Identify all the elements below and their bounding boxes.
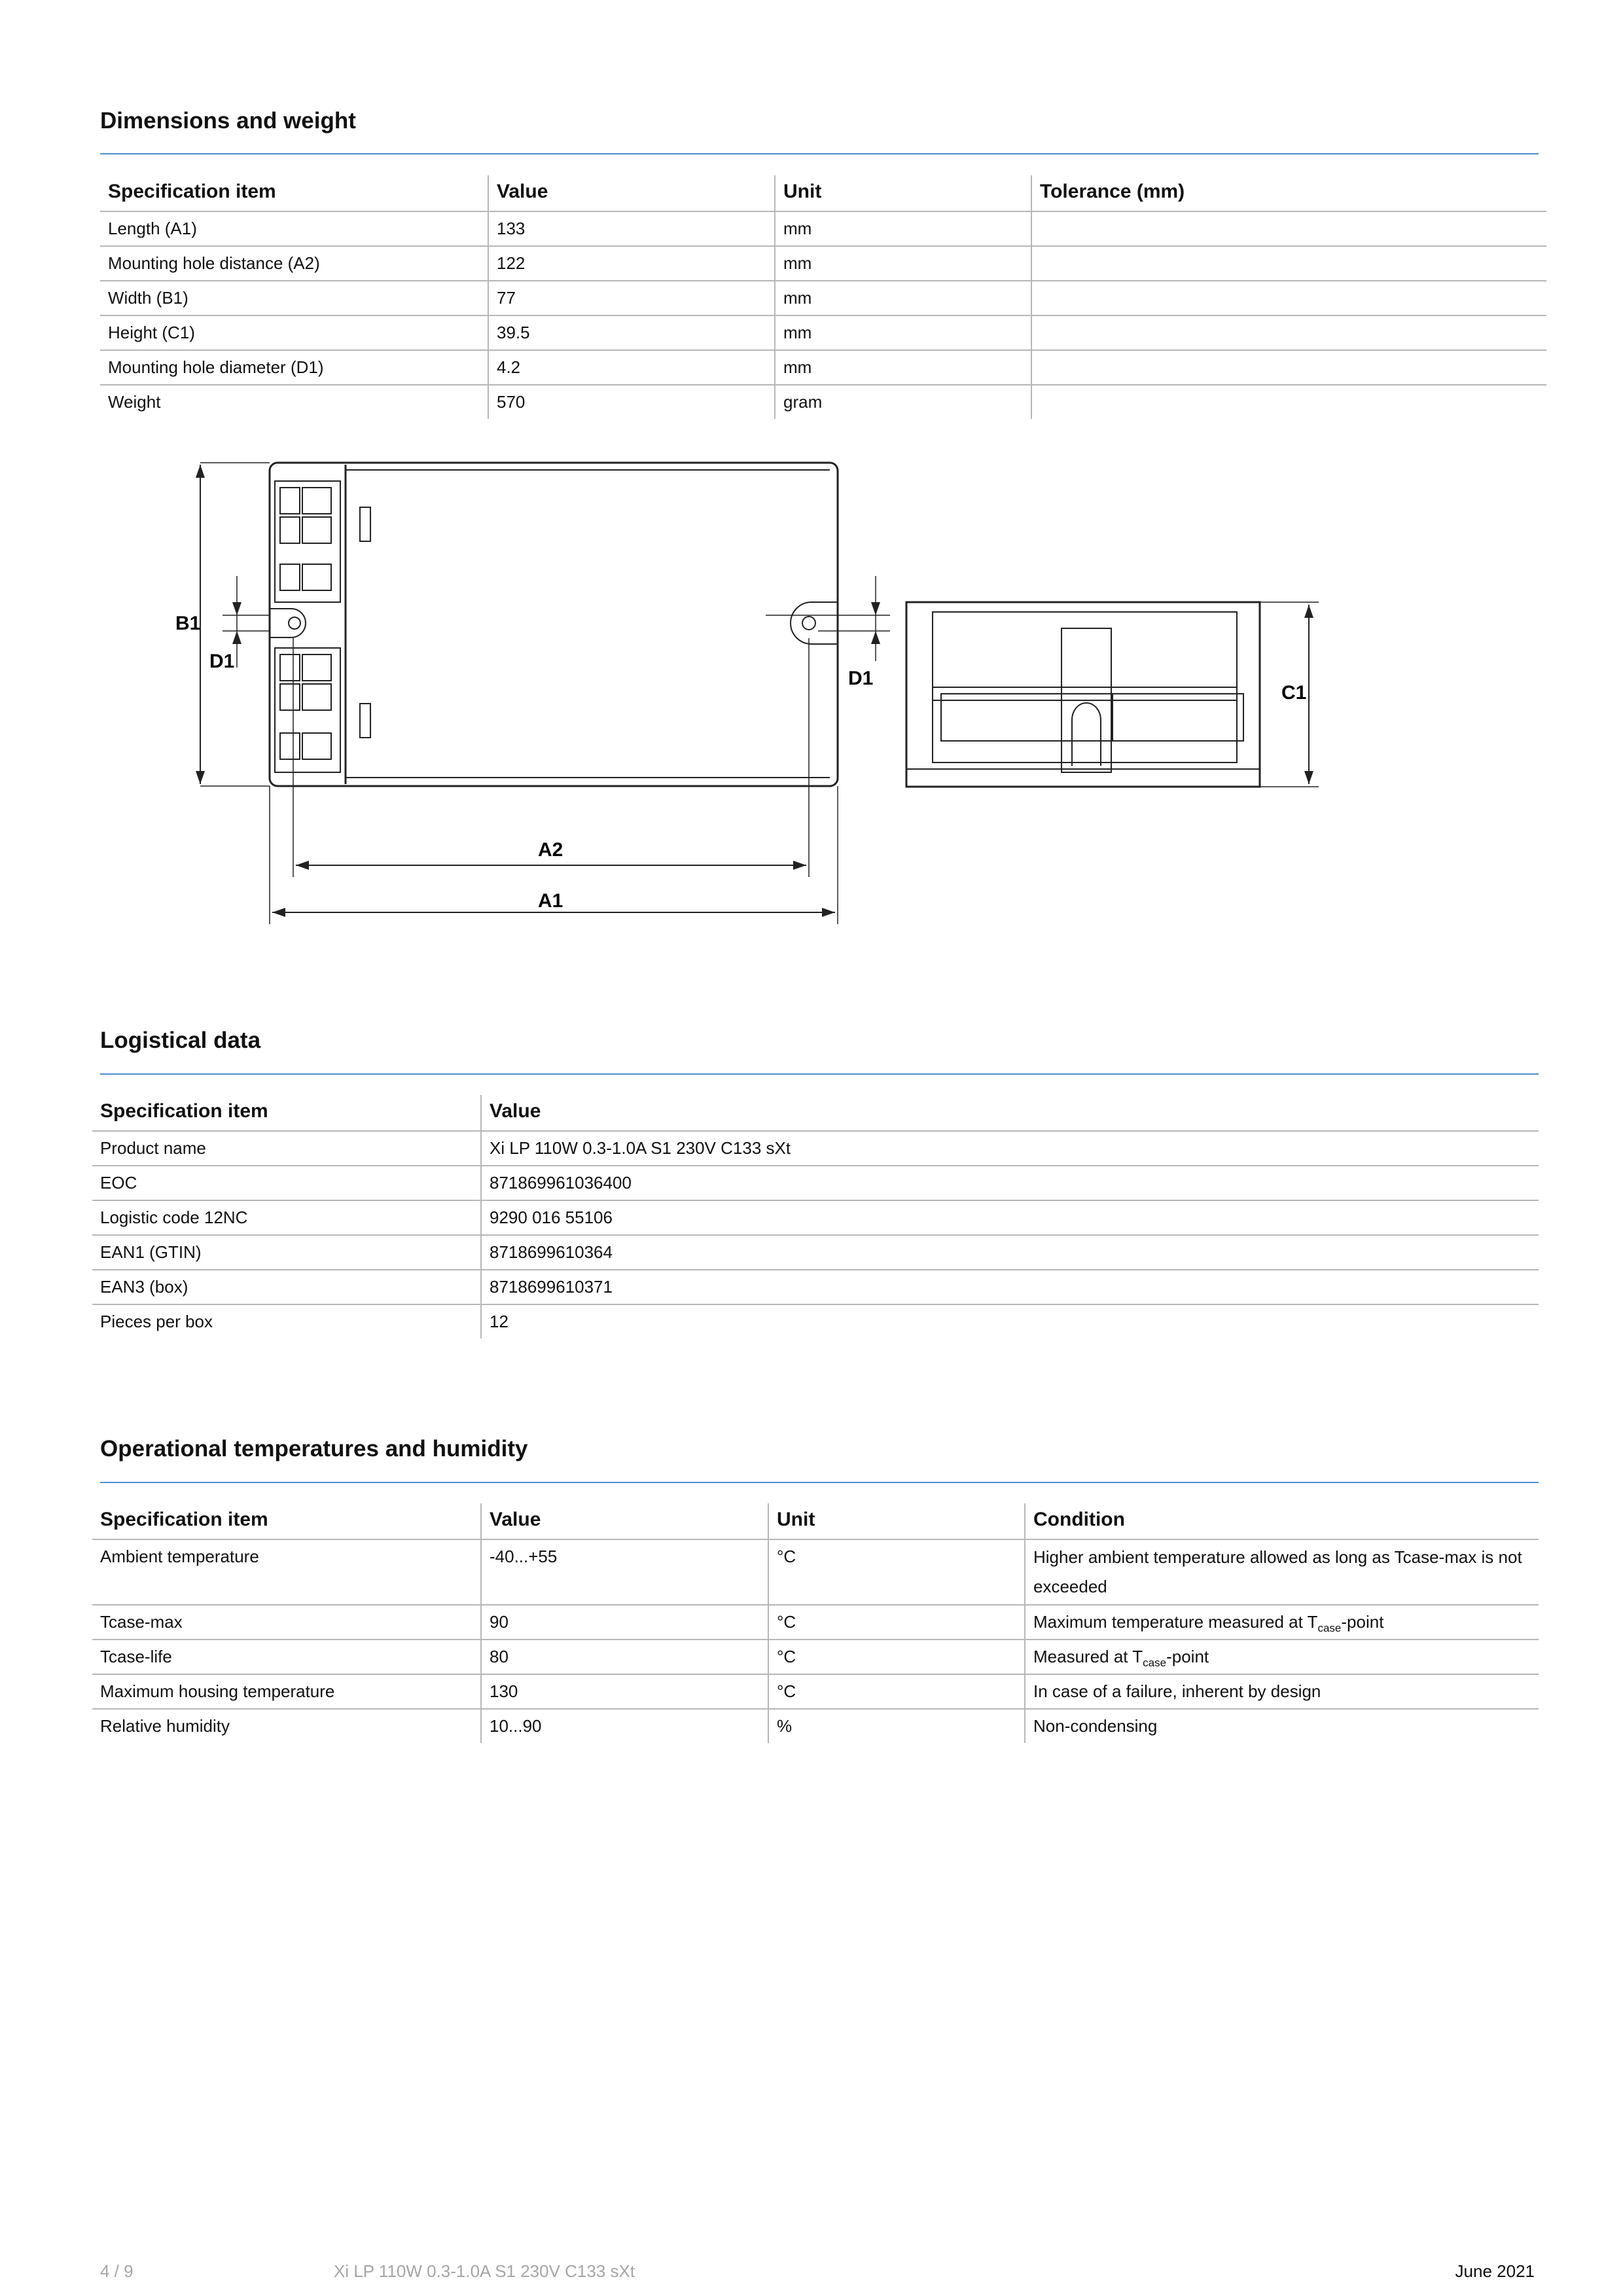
column-header: Unit xyxy=(775,175,1031,211)
table-row xyxy=(92,1640,1539,1674)
dimension-label-b1: B1 xyxy=(175,613,201,634)
tolerance-cell xyxy=(1031,315,1546,350)
unit-cell: mm xyxy=(775,211,1031,246)
table-row xyxy=(100,246,1546,281)
table-row xyxy=(92,1709,1539,1743)
condition-cell: Non-condensing xyxy=(1025,1709,1539,1743)
value-cell: 8718699610364 xyxy=(481,1235,1539,1270)
value-cell: 122 xyxy=(488,246,775,281)
unit-cell: mm xyxy=(775,281,1031,315)
spec-item-cell: Weight xyxy=(108,392,161,412)
section-divider xyxy=(100,1073,1539,1075)
unit-cell: gram xyxy=(775,385,1031,419)
value-cell: 77 xyxy=(488,281,775,315)
column-header: Specification item xyxy=(92,1095,481,1131)
value-cell: 9290 016 55106 xyxy=(481,1200,1539,1235)
column-header: Tolerance (mm) xyxy=(1031,175,1546,211)
table-row xyxy=(100,350,1546,385)
table-row xyxy=(92,1131,1539,1166)
value-cell: 871869961036400 xyxy=(481,1166,1539,1200)
spec-item-cell: Width (B1) xyxy=(100,281,488,315)
table-header-row xyxy=(92,1095,1539,1131)
spec-item-cell: EAN1 (GTIN) xyxy=(92,1235,481,1270)
dimension-label-a1: A1 xyxy=(538,890,563,912)
condition-cell xyxy=(1025,1605,1539,1640)
unit-cell: °C xyxy=(768,1605,1025,1640)
spec-item-cell: Length (A1) xyxy=(100,211,488,246)
column-header: Value xyxy=(488,175,775,211)
spec-item-cell: EAN3 (box) xyxy=(92,1270,481,1304)
condition-cell xyxy=(1025,1640,1539,1674)
dimension-label-d1: D1 xyxy=(209,651,235,672)
value-cell: 80 xyxy=(481,1640,768,1674)
section-title-logistical: Logistical data xyxy=(100,1028,261,1053)
table-row xyxy=(92,1200,1539,1235)
condition-text: Higher ambient temperature allowed as long as Tcase-max is not xyxy=(1033,1547,1522,1567)
column-header: Unit xyxy=(768,1503,1025,1539)
spec-item-cell: Mounting hole distance (A2) xyxy=(100,246,488,281)
operational-table xyxy=(92,1503,1539,1743)
table-row xyxy=(100,281,1546,315)
tolerance-cell xyxy=(1031,211,1546,246)
unit-cell: °C xyxy=(768,1539,1025,1605)
dimension-label-d1: D1 xyxy=(848,668,874,689)
footer-product-name: Xi LP 110W 0.3-1.0A S1 230V C133 sXt xyxy=(334,2261,635,2281)
spec-item-cell: EOC xyxy=(92,1166,481,1200)
unit-cell: % xyxy=(768,1709,1025,1743)
condition-cell xyxy=(1025,1539,1539,1605)
tolerance-cell xyxy=(1031,385,1546,419)
table-header-row xyxy=(92,1503,1539,1539)
unit-cell: °C xyxy=(768,1640,1025,1674)
value-cell: 4.2 xyxy=(488,350,775,385)
section-title-dimensions: Dimensions and weight xyxy=(100,108,356,134)
spec-item-cell: Pieces per box xyxy=(100,1312,213,1331)
column-header: Condition xyxy=(1025,1503,1539,1539)
table-row xyxy=(92,1270,1539,1304)
column-header: Value xyxy=(481,1095,1539,1131)
column-header: Value xyxy=(481,1503,768,1539)
dimension-drawing xyxy=(0,445,1374,929)
dimension-label-a2: A2 xyxy=(538,839,563,861)
value-cell: 90 xyxy=(481,1605,768,1640)
condition-text: -point xyxy=(1166,1647,1209,1666)
table-header-row xyxy=(100,175,1546,211)
table-row xyxy=(92,1235,1539,1270)
tolerance-cell xyxy=(1031,281,1546,315)
spec-item-cell: Tcase-max xyxy=(92,1605,481,1640)
value-cell: 39.5 xyxy=(488,315,775,350)
unit-cell: mm xyxy=(775,315,1031,350)
column-header: Specification item xyxy=(92,1503,481,1539)
condition-text: -point xyxy=(1341,1612,1384,1632)
value-cell: 570 xyxy=(488,385,775,419)
table-row xyxy=(100,315,1546,350)
spec-item-cell: Maximum housing temperature xyxy=(92,1674,481,1709)
spec-item-cell: Ambient temperature xyxy=(92,1539,481,1605)
section-divider xyxy=(100,153,1539,154)
condition-text: exceeded xyxy=(1033,1577,1107,1596)
value-cell: -40...+55 xyxy=(481,1539,768,1605)
spec-item-cell: Height (C1) xyxy=(100,315,488,350)
unit-cell: °C xyxy=(768,1674,1025,1709)
tolerance-cell xyxy=(1031,246,1546,281)
spec-item-cell: Logistic code 12NC xyxy=(92,1200,481,1235)
table-row xyxy=(92,1539,1539,1605)
condition-text: Measured at T xyxy=(1033,1647,1143,1666)
table-row xyxy=(100,211,1546,246)
table-row xyxy=(92,1674,1539,1709)
value-cell: 12 xyxy=(481,1304,1539,1338)
driver-top-view-body xyxy=(270,463,838,786)
unit-cell: mm xyxy=(775,350,1031,385)
spec-item-cell: Tcase-life xyxy=(92,1640,481,1674)
tolerance-cell xyxy=(1031,350,1546,385)
dimensions-table xyxy=(100,175,1546,419)
table-row xyxy=(92,1605,1539,1640)
dimension-label-c1: C1 xyxy=(1281,682,1307,704)
section-title-operational: Operational temperatures and humidity xyxy=(100,1436,528,1462)
section-divider xyxy=(100,1482,1539,1483)
spec-item-cell: Product name xyxy=(92,1131,481,1166)
table-row xyxy=(92,1304,1539,1338)
logistical-table xyxy=(92,1095,1539,1338)
value-cell: 133 xyxy=(488,211,775,246)
value-cell: 130 xyxy=(481,1674,768,1709)
value-cell: 10...90 xyxy=(481,1709,768,1743)
spec-item-cell: Relative humidity xyxy=(100,1716,230,1736)
subscript-text: case xyxy=(1317,1622,1342,1634)
page-number: 4 / 9 xyxy=(100,2261,134,2281)
unit-cell: mm xyxy=(775,246,1031,281)
value-cell: 8718699610371 xyxy=(481,1270,1539,1304)
column-header: Specification item xyxy=(100,175,488,211)
subscript-text: case xyxy=(1143,1657,1167,1669)
footer-date: June 2021 xyxy=(1455,2261,1535,2281)
spec-item-cell: Mounting hole diameter (D1) xyxy=(100,350,488,385)
condition-cell: In case of a failure, inherent by design xyxy=(1025,1674,1539,1709)
table-row xyxy=(100,385,1546,419)
condition-text: Maximum temperature measured at T xyxy=(1033,1612,1318,1632)
value-cell: Xi LP 110W 0.3-1.0A S1 230V C133 sXt xyxy=(481,1131,1539,1166)
table-row xyxy=(92,1166,1539,1200)
